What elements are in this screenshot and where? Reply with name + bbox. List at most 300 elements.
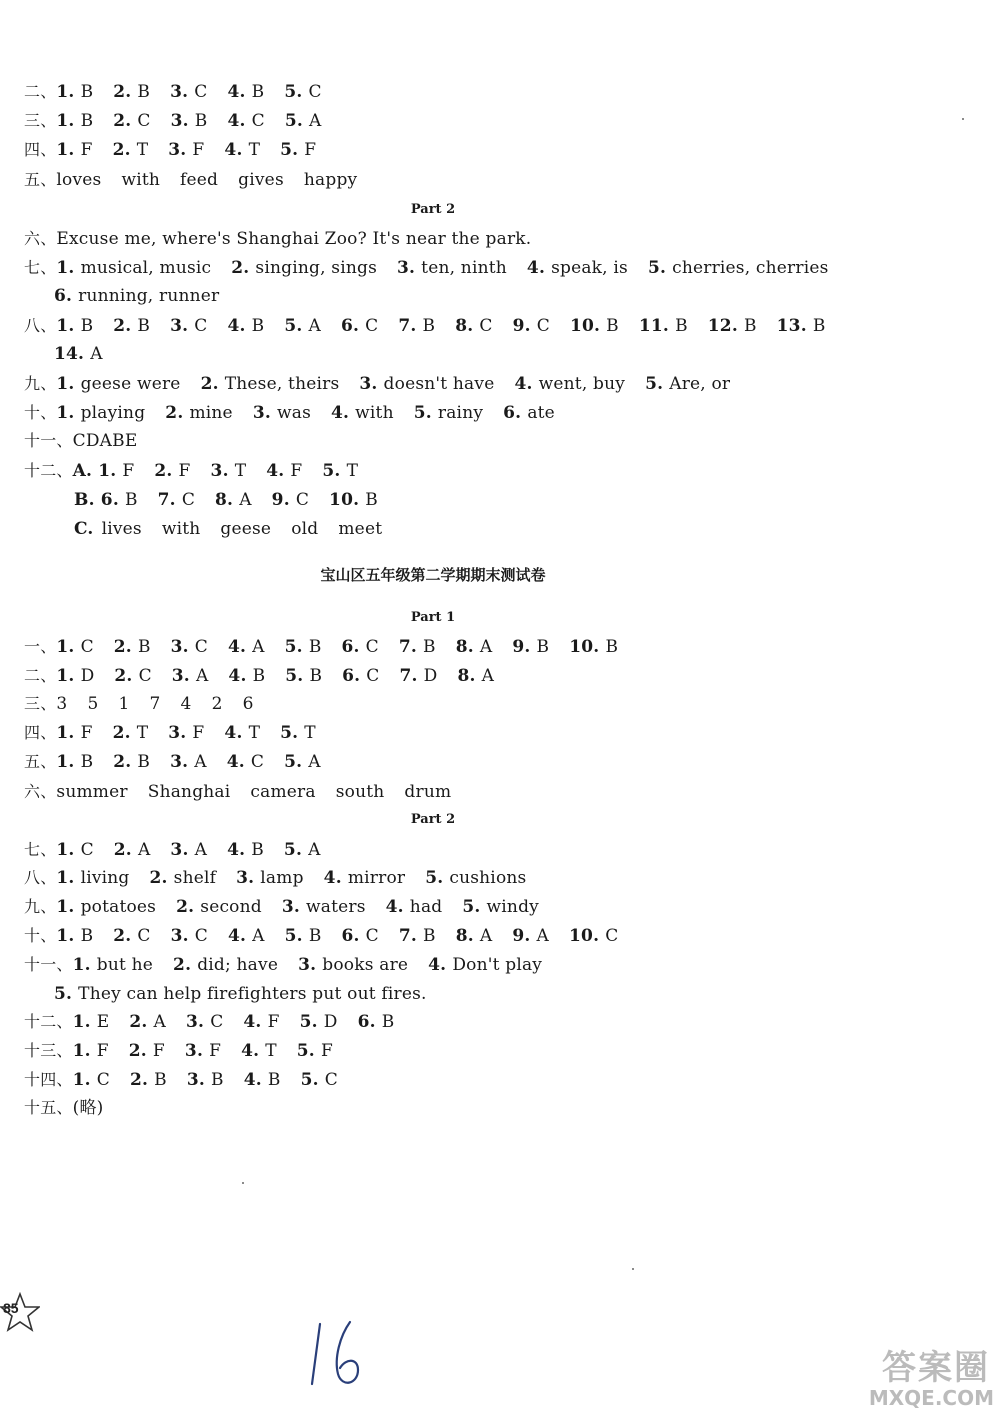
answer-line bbox=[24, 254, 829, 282]
answer-word: gives bbox=[238, 170, 284, 190]
question-number: 6. bbox=[54, 286, 73, 306]
answer-word: loves bbox=[56, 170, 102, 190]
answer-value: musical, music bbox=[80, 258, 212, 278]
answer-value: B bbox=[605, 637, 619, 657]
answer-value: waters bbox=[306, 897, 366, 917]
answer-word: lives bbox=[101, 519, 142, 539]
question-number: 8. bbox=[455, 637, 474, 657]
section-number: 十一、 bbox=[24, 431, 73, 450]
speck bbox=[962, 118, 964, 120]
question-number: 2. bbox=[113, 111, 132, 131]
answer-word: 7 bbox=[149, 694, 161, 714]
answer-value: A bbox=[153, 1012, 167, 1032]
answer-line bbox=[74, 486, 378, 514]
answer-value: C bbox=[181, 490, 196, 510]
question-number: 3. bbox=[170, 82, 189, 102]
question-number: 4. bbox=[228, 666, 247, 686]
answer-value: cherries, cherries bbox=[672, 258, 829, 278]
question-number: 6. bbox=[341, 316, 360, 336]
question-number: 3. bbox=[171, 666, 190, 686]
question-number: 3. bbox=[281, 897, 300, 917]
question-number: 1. bbox=[56, 637, 75, 657]
answer-value: F bbox=[122, 461, 135, 481]
section-number: 九、 bbox=[24, 897, 57, 916]
answer-text: (略) bbox=[72, 1098, 104, 1118]
question-number: 2. bbox=[165, 403, 184, 423]
answer-value: D bbox=[323, 1012, 338, 1032]
answer-value: F bbox=[152, 1041, 165, 1061]
answer-line bbox=[24, 166, 357, 194]
answer-value: B bbox=[194, 111, 208, 131]
answer-value: B bbox=[309, 666, 323, 686]
section-number: 四、 bbox=[24, 723, 57, 742]
answer-line bbox=[24, 136, 316, 164]
answer-value: A bbox=[479, 637, 493, 657]
answer-text: CDABE bbox=[72, 431, 138, 451]
question-number: 2. bbox=[113, 752, 132, 772]
question-number: 3. bbox=[170, 637, 189, 657]
answer-line bbox=[24, 1094, 103, 1122]
question-number: 4. bbox=[323, 868, 342, 888]
answer-line bbox=[24, 78, 322, 106]
question-number: 2. bbox=[113, 840, 132, 860]
question-number: 1. bbox=[56, 82, 75, 102]
section-number: 十四、 bbox=[24, 1070, 73, 1089]
question-number: 1. bbox=[56, 752, 75, 772]
answer-value: A bbox=[239, 490, 252, 510]
question-number: 5. bbox=[284, 926, 303, 946]
answer-value: D bbox=[80, 666, 95, 686]
answer-value: but he bbox=[96, 955, 154, 975]
question-number: 5. bbox=[299, 1012, 318, 1032]
part-2-label-b: Part 2 bbox=[410, 812, 456, 827]
answer-value: F bbox=[96, 1041, 109, 1061]
answer-line bbox=[24, 457, 358, 485]
question-number: 5. bbox=[284, 82, 303, 102]
answer-value: C bbox=[536, 316, 550, 336]
section-number: 十、 bbox=[24, 403, 57, 422]
answer-value: ate bbox=[527, 403, 555, 423]
answer-value: C bbox=[324, 1070, 338, 1090]
question-number: 5. bbox=[285, 666, 304, 686]
answer-line bbox=[24, 312, 826, 340]
answer-value: C bbox=[80, 840, 94, 860]
answer-line bbox=[24, 662, 494, 690]
answer-value: F bbox=[267, 1012, 280, 1032]
answer-value: B bbox=[423, 926, 436, 946]
answer-value: ten, ninth bbox=[421, 258, 507, 278]
answer-value: F bbox=[320, 1041, 333, 1061]
answer-value: F bbox=[304, 140, 317, 160]
answer-value: second bbox=[200, 897, 262, 917]
speck bbox=[242, 1182, 244, 1184]
answer-line bbox=[24, 225, 531, 253]
answer-value: running, runner bbox=[78, 286, 220, 306]
answer-line bbox=[24, 107, 322, 135]
answer-line bbox=[24, 1008, 394, 1036]
answer-value: C bbox=[366, 666, 380, 686]
answer-value: T bbox=[248, 723, 261, 743]
answer-value: B bbox=[536, 637, 550, 657]
answer-value: A bbox=[252, 926, 265, 946]
question-number: 13. bbox=[776, 316, 807, 336]
question-number: 3. bbox=[186, 1012, 205, 1032]
question-number: 2. bbox=[113, 82, 132, 102]
question-number: 1. bbox=[56, 723, 75, 743]
section-number: 十一、 bbox=[24, 955, 73, 974]
question-number: B. 6. bbox=[74, 490, 119, 510]
answer-value: books are bbox=[322, 955, 409, 975]
answer-word: feed bbox=[180, 170, 219, 190]
answer-word: south bbox=[335, 782, 385, 802]
question-number: 2. bbox=[154, 461, 173, 481]
answer-value: F bbox=[178, 461, 191, 481]
part-2-label-a: Part 2 bbox=[410, 202, 456, 217]
question-number: 1. bbox=[56, 666, 75, 686]
question-number: 8. bbox=[457, 666, 476, 686]
question-number: 1. bbox=[72, 1070, 91, 1090]
answer-value: C bbox=[365, 316, 379, 336]
handwritten-mark bbox=[300, 1318, 370, 1390]
answer-value: C bbox=[308, 82, 322, 102]
section-number: 七、 bbox=[24, 258, 57, 277]
question-number: 3. bbox=[236, 868, 255, 888]
question-number: 12. bbox=[707, 316, 738, 336]
question-number: 4. bbox=[227, 82, 246, 102]
question-number: 2. bbox=[113, 926, 132, 946]
answer-value: B bbox=[252, 666, 266, 686]
answer-value: They can help firefighters put out fires. bbox=[78, 984, 427, 1004]
question-number: 1. bbox=[56, 316, 75, 336]
answer-value: C bbox=[194, 926, 209, 946]
answer-value: B bbox=[308, 637, 322, 657]
question-number: 7. bbox=[399, 666, 418, 686]
question-number: 3. bbox=[168, 140, 187, 160]
answer-value: Don't play bbox=[452, 955, 543, 975]
question-number: 5. bbox=[284, 637, 303, 657]
section-number: 十三、 bbox=[24, 1041, 73, 1060]
answer-value: B bbox=[137, 82, 151, 102]
question-number: 3. bbox=[210, 461, 229, 481]
question-number: 2. bbox=[112, 140, 131, 160]
question-number: 2. bbox=[129, 1070, 149, 1090]
answer-value: B bbox=[211, 1070, 224, 1090]
answer-word: camera bbox=[250, 782, 316, 802]
question-number: 2. bbox=[173, 955, 192, 975]
answer-value: went, buy bbox=[538, 374, 626, 394]
part-1-label: Part 1 bbox=[410, 610, 456, 625]
section-number: 十二、 bbox=[24, 461, 73, 480]
answer-value: Are, or bbox=[669, 374, 731, 394]
question-number: 3. bbox=[170, 111, 189, 131]
section-number: 十五、 bbox=[24, 1098, 73, 1117]
answer-word: meet bbox=[338, 519, 383, 539]
question-number: 4. bbox=[514, 374, 533, 394]
answer-value: C bbox=[194, 637, 209, 657]
question-number: 5. bbox=[425, 868, 444, 888]
answer-value: geese were bbox=[80, 374, 181, 394]
answer-line bbox=[24, 370, 730, 398]
answer-word: 4 bbox=[180, 694, 192, 714]
answer-value: C bbox=[479, 316, 493, 336]
section-number: 九、 bbox=[24, 374, 57, 393]
answer-line bbox=[24, 427, 137, 455]
answer-value: A bbox=[252, 637, 265, 657]
answer-value: B bbox=[365, 490, 378, 510]
answer-value: B bbox=[606, 316, 619, 336]
question-number: A. 1. bbox=[72, 461, 117, 481]
answer-line bbox=[24, 951, 542, 979]
answer-value: F bbox=[209, 1041, 222, 1061]
question-number: 1. bbox=[56, 374, 75, 394]
answer-line bbox=[74, 515, 382, 543]
question-number: 1. bbox=[56, 403, 75, 423]
section-number: 八、 bbox=[24, 316, 57, 335]
question-number: 1. bbox=[72, 1041, 91, 1061]
section-number: 十二、 bbox=[24, 1012, 73, 1031]
answer-value: T bbox=[234, 461, 247, 481]
answer-value: A bbox=[308, 316, 321, 336]
answer-line bbox=[24, 1037, 333, 1065]
answer-value: B bbox=[308, 926, 322, 946]
section-number: 六、 bbox=[24, 229, 57, 248]
question-number: 2. bbox=[149, 868, 168, 888]
answer-value: C bbox=[80, 637, 94, 657]
answer-value: cushions bbox=[449, 868, 527, 888]
answer-value: C bbox=[137, 926, 151, 946]
answer-value: C bbox=[194, 82, 208, 102]
answer-value: B bbox=[137, 316, 151, 336]
answer-line bbox=[54, 340, 103, 368]
answer-value: C bbox=[250, 752, 265, 772]
answer-value: D bbox=[423, 666, 438, 686]
question-number: 3. bbox=[359, 374, 378, 394]
answer-value: did; have bbox=[197, 955, 279, 975]
question-number: 3. bbox=[397, 258, 416, 278]
answer-value: windy bbox=[486, 897, 539, 917]
answer-value: lamp bbox=[260, 868, 304, 888]
answer-value: C bbox=[295, 490, 310, 510]
section-number: 七、 bbox=[24, 840, 57, 859]
question-number: 11. bbox=[638, 316, 670, 336]
question-number: 7. bbox=[398, 316, 417, 336]
answer-word: 6 bbox=[242, 694, 254, 714]
answer-value: mirror bbox=[347, 868, 406, 888]
answer-value: C bbox=[137, 111, 151, 131]
question-number: 4. bbox=[243, 1012, 262, 1032]
answer-value: T bbox=[304, 723, 316, 743]
answer-word: 3 bbox=[56, 694, 68, 714]
answer-value: B bbox=[137, 752, 151, 772]
question-number: 14. bbox=[54, 344, 85, 364]
question-number: 9. bbox=[271, 490, 290, 510]
question-number: 6. bbox=[357, 1012, 376, 1032]
question-number: 4. bbox=[228, 637, 247, 657]
question-number: 3. bbox=[184, 1041, 204, 1061]
answer-line bbox=[24, 719, 316, 747]
question-number: 1. bbox=[72, 1012, 91, 1032]
question-number: 1. bbox=[56, 140, 75, 160]
question-number: 4. bbox=[526, 258, 546, 278]
answer-value: B bbox=[124, 490, 138, 510]
answer-word: geese bbox=[220, 519, 272, 539]
answer-value: F bbox=[80, 140, 93, 160]
question-number: 2. bbox=[128, 1041, 147, 1061]
question-number: 5. bbox=[284, 316, 303, 336]
answer-value: playing bbox=[80, 403, 146, 423]
question-number: 4. bbox=[227, 840, 246, 860]
answer-value: C bbox=[96, 1070, 110, 1090]
answer-value: A bbox=[194, 752, 207, 772]
answer-value: A bbox=[479, 926, 493, 946]
question-number: 5. bbox=[296, 1041, 315, 1061]
answer-value: B bbox=[137, 637, 151, 657]
answer-value: B bbox=[743, 316, 757, 336]
section-number: 六、 bbox=[24, 782, 57, 801]
answer-value: B bbox=[80, 82, 94, 102]
answer-text: Excuse me, where's Shanghai Zoo? It's near the park. bbox=[56, 229, 532, 249]
question-number: 8. bbox=[215, 490, 234, 510]
question-number: 5. bbox=[280, 140, 299, 160]
answer-word: happy bbox=[303, 170, 358, 190]
answer-word: with bbox=[121, 170, 161, 190]
answer-value: A bbox=[194, 840, 208, 860]
section-number: 三、 bbox=[24, 111, 57, 130]
question-number: 5. bbox=[322, 461, 341, 481]
question-number: 4. bbox=[228, 926, 247, 946]
question-number: 1. bbox=[56, 111, 75, 131]
answer-value: potatoes bbox=[80, 897, 157, 917]
answer-value: T bbox=[136, 723, 149, 743]
answer-line bbox=[24, 690, 254, 718]
section-number: 二、 bbox=[24, 666, 57, 685]
answer-value: doesn't have bbox=[383, 374, 495, 394]
question-number: 4. bbox=[331, 403, 350, 423]
answer-value: shelf bbox=[173, 868, 217, 888]
question-number: 9. bbox=[512, 926, 531, 946]
section-number: 五、 bbox=[24, 752, 57, 771]
answer-word: drum bbox=[404, 782, 452, 802]
section-title: 宝山区五年级第二学期期末测试卷 bbox=[320, 566, 546, 584]
answer-value: A bbox=[481, 666, 495, 686]
question-number: 3. bbox=[170, 926, 189, 946]
question-number: 1. bbox=[56, 926, 75, 946]
question-number: 4. bbox=[385, 897, 404, 917]
answer-line bbox=[24, 864, 526, 892]
answer-value: T bbox=[248, 140, 261, 160]
sub-item-letter: C. bbox=[74, 519, 94, 539]
answer-value: T bbox=[346, 461, 359, 481]
section-number: 八、 bbox=[24, 868, 57, 887]
question-number: 5. bbox=[283, 840, 303, 860]
answer-value: F bbox=[192, 140, 205, 160]
answer-value: B bbox=[80, 111, 94, 131]
question-number: 5. bbox=[54, 984, 73, 1004]
answer-value: singing, sings bbox=[255, 258, 377, 278]
question-number: 7. bbox=[398, 926, 418, 946]
answer-value: A bbox=[137, 840, 151, 860]
page-number: 85 bbox=[3, 1300, 19, 1316]
question-number: 5. bbox=[284, 752, 303, 772]
answer-value: A bbox=[195, 666, 209, 686]
question-number: 10. bbox=[569, 926, 600, 946]
answer-value: C bbox=[138, 666, 152, 686]
answer-line bbox=[24, 893, 539, 921]
question-number: 2. bbox=[176, 897, 195, 917]
question-number: 5. bbox=[413, 403, 432, 423]
question-number: 1. bbox=[56, 868, 75, 888]
answer-value: T bbox=[265, 1041, 277, 1061]
question-number: 6. bbox=[341, 637, 360, 657]
answer-line bbox=[24, 836, 321, 864]
question-number: 3. bbox=[186, 1070, 205, 1090]
answer-word: old bbox=[291, 519, 319, 539]
answer-value: B bbox=[381, 1012, 395, 1032]
answer-value: C bbox=[365, 637, 379, 657]
answer-word: 1 bbox=[118, 694, 130, 714]
question-number: 2. bbox=[113, 637, 132, 657]
watermark-logo: 答案圈 MXQE.COM bbox=[868, 1348, 994, 1410]
question-number: 1. bbox=[56, 897, 75, 917]
question-number: 10. bbox=[569, 316, 601, 336]
answer-value: B bbox=[251, 82, 265, 102]
section-number: 三、 bbox=[24, 694, 57, 713]
question-number: 2. bbox=[231, 258, 250, 278]
question-number: 7. bbox=[157, 490, 176, 510]
question-number: 4. bbox=[243, 1070, 262, 1090]
answer-value: F bbox=[290, 461, 303, 481]
question-number: 5. bbox=[647, 258, 667, 278]
answer-line bbox=[54, 282, 219, 310]
question-number: 6. bbox=[341, 926, 360, 946]
answer-value: A bbox=[308, 840, 321, 860]
answer-value: E bbox=[96, 1012, 110, 1032]
question-number: 1. bbox=[56, 258, 75, 278]
question-number: 10. bbox=[329, 490, 360, 510]
question-number: 4. bbox=[224, 723, 243, 743]
question-number: 4. bbox=[241, 1041, 260, 1061]
answer-value: C bbox=[365, 926, 379, 946]
answer-value: with bbox=[355, 403, 394, 423]
question-number: 2. bbox=[200, 374, 219, 394]
answer-value: had bbox=[409, 897, 443, 917]
answer-word: 5 bbox=[87, 694, 99, 714]
question-number: 3. bbox=[170, 840, 189, 860]
answer-value: C bbox=[194, 316, 208, 336]
question-number: 5. bbox=[462, 897, 481, 917]
answer-value: living bbox=[80, 868, 130, 888]
answer-value: B bbox=[80, 316, 94, 336]
answer-value: B bbox=[812, 316, 826, 336]
answer-line bbox=[24, 778, 451, 806]
section-number: 二、 bbox=[24, 82, 57, 101]
answer-value: B bbox=[267, 1070, 281, 1090]
question-number: 5. bbox=[284, 111, 304, 131]
question-number: 8. bbox=[455, 926, 474, 946]
question-number: 2. bbox=[112, 723, 131, 743]
answer-value: A bbox=[536, 926, 550, 946]
question-number: 10. bbox=[569, 637, 600, 657]
answer-value: F bbox=[192, 723, 205, 743]
question-number: 3. bbox=[170, 752, 189, 772]
answer-value: These, theirs bbox=[224, 374, 340, 394]
question-number: 4. bbox=[227, 111, 246, 131]
question-number: 4. bbox=[224, 140, 243, 160]
answer-line bbox=[54, 980, 427, 1008]
section-number: 十、 bbox=[24, 926, 57, 945]
question-number: 3. bbox=[168, 723, 187, 743]
question-number: 9. bbox=[512, 637, 531, 657]
